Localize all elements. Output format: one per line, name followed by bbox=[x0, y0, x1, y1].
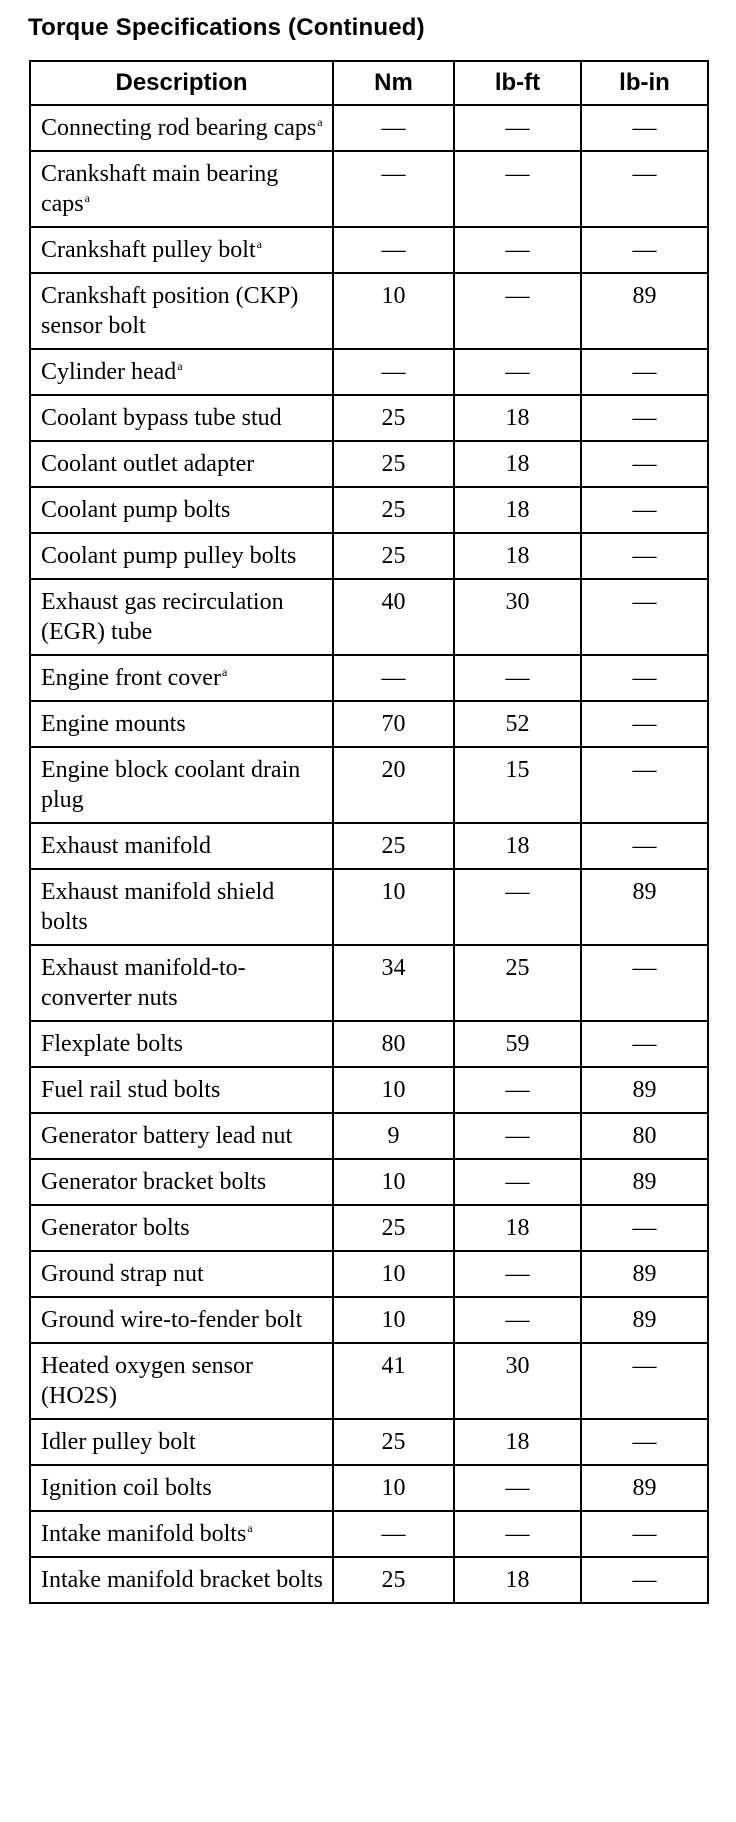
lbft-cell: — bbox=[454, 1297, 581, 1343]
header-row bbox=[30, 61, 708, 105]
nm-cell: 25 bbox=[333, 395, 454, 441]
description-cell bbox=[30, 395, 333, 441]
nm-cell: 10 bbox=[333, 1067, 454, 1113]
lbft-cell: 30 bbox=[454, 1343, 581, 1419]
lbin-cell: — bbox=[581, 1343, 708, 1419]
description-cell bbox=[30, 945, 333, 1021]
table-row bbox=[30, 151, 708, 227]
description-text: Idler pulley bolt bbox=[41, 1429, 196, 1455]
table-row bbox=[30, 349, 708, 395]
page-title: Torque Specifications (Continued) bbox=[28, 14, 425, 41]
description-text: Coolant bypass tube stud bbox=[41, 405, 282, 431]
lbft-cell: 30 bbox=[454, 579, 581, 655]
nm-cell: 80 bbox=[333, 1021, 454, 1067]
lbft-cell: 18 bbox=[454, 1557, 581, 1603]
description-text: Generator battery lead nut bbox=[41, 1123, 293, 1149]
nm-cell: 10 bbox=[333, 1159, 454, 1205]
description-cell bbox=[30, 1021, 333, 1067]
description-cell bbox=[30, 1113, 333, 1159]
footnote-marker: a bbox=[256, 237, 262, 251]
description-text: Generator bracket bolts bbox=[41, 1169, 267, 1195]
lbin-cell: — bbox=[581, 487, 708, 533]
lbin-cell: — bbox=[581, 1205, 708, 1251]
lbin-cell: 89 bbox=[581, 1067, 708, 1113]
lbft-cell: — bbox=[454, 1465, 581, 1511]
table-row bbox=[30, 533, 708, 579]
lbft-cell: 18 bbox=[454, 1205, 581, 1251]
lbft-cell: — bbox=[454, 1113, 581, 1159]
description-cell bbox=[30, 1251, 333, 1297]
description-text: Cylinder head bbox=[41, 359, 177, 385]
nm-cell: 10 bbox=[333, 1251, 454, 1297]
footnote-marker: a bbox=[221, 665, 228, 679]
description-text: Engine block coolant drain plug bbox=[41, 757, 301, 813]
table-row bbox=[30, 441, 708, 487]
lbin-cell: — bbox=[581, 1557, 708, 1603]
table-row bbox=[30, 1511, 708, 1557]
description-text: Fuel rail stud bolts bbox=[41, 1077, 221, 1103]
description-text: Engine mounts bbox=[41, 711, 186, 737]
description-text: Ground strap nut bbox=[41, 1261, 204, 1287]
column-header-lbft: lb-ft bbox=[454, 61, 581, 105]
lbft-cell: — bbox=[454, 1251, 581, 1297]
footnote-marker: a bbox=[317, 115, 323, 129]
torque-spec-table bbox=[29, 60, 709, 1604]
lbin-cell: 80 bbox=[581, 1113, 708, 1159]
nm-cell: 10 bbox=[333, 869, 454, 945]
description-text: Engine front cover bbox=[41, 665, 221, 691]
description-cell bbox=[30, 1465, 333, 1511]
description-cell bbox=[30, 579, 333, 655]
description-text: Coolant outlet adapter bbox=[41, 451, 255, 477]
table-row bbox=[30, 869, 708, 945]
lbin-cell: 89 bbox=[581, 1159, 708, 1205]
nm-cell: — bbox=[333, 105, 454, 151]
lbft-cell: — bbox=[454, 151, 581, 227]
nm-cell: 20 bbox=[333, 747, 454, 823]
description-cell bbox=[30, 1511, 333, 1557]
description-text: Crankshaft pulley bolt bbox=[41, 237, 256, 263]
lbft-cell: — bbox=[454, 349, 581, 395]
description-text: Crankshaft main bearing caps bbox=[41, 161, 279, 217]
description-text: Exhaust manifold shield bolts bbox=[41, 879, 275, 935]
lbin-cell: — bbox=[581, 227, 708, 273]
description-text: Flexplate bolts bbox=[41, 1031, 183, 1057]
lbft-cell: — bbox=[454, 869, 581, 945]
table-row bbox=[30, 1067, 708, 1113]
lbin-cell: — bbox=[581, 945, 708, 1021]
table-row bbox=[30, 487, 708, 533]
nm-cell: 25 bbox=[333, 823, 454, 869]
table-row bbox=[30, 747, 708, 823]
lbft-cell: — bbox=[454, 1067, 581, 1113]
table-row bbox=[30, 1251, 708, 1297]
footnote-marker: a bbox=[177, 359, 183, 373]
table-row bbox=[30, 945, 708, 1021]
description-cell bbox=[30, 1419, 333, 1465]
footnote-marker: a bbox=[247, 1521, 253, 1535]
nm-cell: 10 bbox=[333, 273, 454, 349]
lbft-cell: — bbox=[454, 1159, 581, 1205]
description-text: Coolant pump bolts bbox=[41, 497, 231, 523]
lbin-cell: — bbox=[581, 441, 708, 487]
lbin-cell: — bbox=[581, 151, 708, 227]
description-cell bbox=[30, 1297, 333, 1343]
nm-cell: 25 bbox=[333, 1419, 454, 1465]
description-cell bbox=[30, 441, 333, 487]
description-text: Crankshaft position (CKP) sensor bolt bbox=[41, 283, 299, 339]
nm-cell: 25 bbox=[333, 441, 454, 487]
nm-cell: 70 bbox=[333, 701, 454, 747]
table-row bbox=[30, 701, 708, 747]
lbft-cell: 18 bbox=[454, 441, 581, 487]
table-row bbox=[30, 1159, 708, 1205]
lbft-cell: — bbox=[454, 227, 581, 273]
table-row bbox=[30, 1021, 708, 1067]
description-text: Ignition coil bolts bbox=[41, 1475, 212, 1501]
lbft-cell: 18 bbox=[454, 823, 581, 869]
description-text: Generator bolts bbox=[41, 1215, 190, 1241]
description-cell bbox=[30, 701, 333, 747]
table-row bbox=[30, 655, 708, 701]
nm-cell: — bbox=[333, 227, 454, 273]
nm-cell: — bbox=[333, 655, 454, 701]
description-cell bbox=[30, 747, 333, 823]
description-text: Exhaust manifold bbox=[41, 833, 211, 859]
lbft-cell: — bbox=[454, 105, 581, 151]
description-cell bbox=[30, 869, 333, 945]
description-text: Exhaust gas recirculation (EGR) tube bbox=[41, 589, 284, 645]
description-text: Coolant pump pulley bolts bbox=[41, 543, 297, 569]
table-row bbox=[30, 1205, 708, 1251]
nm-cell: 25 bbox=[333, 487, 454, 533]
lbin-cell: — bbox=[581, 1511, 708, 1557]
table-row bbox=[30, 273, 708, 349]
description-text: Connecting rod bearing caps bbox=[41, 115, 317, 141]
lbft-cell: 52 bbox=[454, 701, 581, 747]
description-cell bbox=[30, 1205, 333, 1251]
nm-cell: 9 bbox=[333, 1113, 454, 1159]
lbin-cell: — bbox=[581, 105, 708, 151]
lbin-cell: — bbox=[581, 395, 708, 441]
description-text: Exhaust manifold-to-converter nuts bbox=[41, 955, 246, 1011]
lbin-cell: — bbox=[581, 747, 708, 823]
nm-cell: 25 bbox=[333, 533, 454, 579]
description-cell bbox=[30, 1557, 333, 1603]
table-row bbox=[30, 1297, 708, 1343]
lbin-cell: — bbox=[581, 823, 708, 869]
table-row bbox=[30, 1343, 708, 1419]
table-row bbox=[30, 227, 708, 273]
lbin-cell: 89 bbox=[581, 1297, 708, 1343]
nm-cell: 40 bbox=[333, 579, 454, 655]
lbin-cell: 89 bbox=[581, 1465, 708, 1511]
table-row bbox=[30, 823, 708, 869]
description-cell bbox=[30, 105, 333, 151]
lbft-cell: 59 bbox=[454, 1021, 581, 1067]
table-row bbox=[30, 395, 708, 441]
lbft-cell: — bbox=[454, 655, 581, 701]
lbft-cell: 18 bbox=[454, 395, 581, 441]
description-text: Intake manifold bracket bolts bbox=[41, 1567, 323, 1593]
table-row bbox=[30, 1419, 708, 1465]
table-row bbox=[30, 105, 708, 151]
nm-cell: — bbox=[333, 349, 454, 395]
lbft-cell: 18 bbox=[454, 1419, 581, 1465]
description-cell bbox=[30, 1067, 333, 1113]
table-row bbox=[30, 1465, 708, 1511]
description-cell bbox=[30, 1343, 333, 1419]
lbft-cell: — bbox=[454, 273, 581, 349]
lbft-cell: 18 bbox=[454, 533, 581, 579]
lbft-cell: — bbox=[454, 1511, 581, 1557]
lbin-cell: — bbox=[581, 349, 708, 395]
table-row bbox=[30, 1113, 708, 1159]
nm-cell: 25 bbox=[333, 1557, 454, 1603]
description-text: Intake manifold bolts bbox=[41, 1521, 247, 1547]
footnote-marker: a bbox=[84, 191, 90, 205]
description-cell bbox=[30, 227, 333, 273]
nm-cell: 10 bbox=[333, 1297, 454, 1343]
description-cell bbox=[30, 273, 333, 349]
description-cell bbox=[30, 533, 333, 579]
lbft-cell: 15 bbox=[454, 747, 581, 823]
lbin-cell: — bbox=[581, 655, 708, 701]
description-text: Heated oxygen sensor (HO2S) bbox=[41, 1353, 253, 1409]
description-cell bbox=[30, 151, 333, 227]
description-cell bbox=[30, 487, 333, 533]
lbin-cell: — bbox=[581, 533, 708, 579]
lbin-cell: — bbox=[581, 1021, 708, 1067]
lbin-cell: — bbox=[581, 579, 708, 655]
nm-cell: — bbox=[333, 1511, 454, 1557]
lbin-cell: 89 bbox=[581, 273, 708, 349]
nm-cell: 34 bbox=[333, 945, 454, 1021]
description-text: Ground wire-to-fender bolt bbox=[41, 1307, 303, 1333]
description-cell bbox=[30, 349, 333, 395]
description-cell bbox=[30, 655, 333, 701]
table-row bbox=[30, 1557, 708, 1603]
lbin-cell: — bbox=[581, 1419, 708, 1465]
column-header-lbin: lb-in bbox=[581, 61, 708, 105]
nm-cell: 25 bbox=[333, 1205, 454, 1251]
lbft-cell: 25 bbox=[454, 945, 581, 1021]
column-header-description: Description bbox=[30, 61, 333, 105]
lbft-cell: 18 bbox=[454, 487, 581, 533]
description-cell bbox=[30, 823, 333, 869]
description-cell bbox=[30, 1159, 333, 1205]
table-row bbox=[30, 579, 708, 655]
lbin-cell: 89 bbox=[581, 869, 708, 945]
column-header-nm: Nm bbox=[333, 61, 454, 105]
nm-cell: — bbox=[333, 151, 454, 227]
nm-cell: 41 bbox=[333, 1343, 454, 1419]
lbin-cell: 89 bbox=[581, 1251, 708, 1297]
lbin-cell: — bbox=[581, 701, 708, 747]
table-body bbox=[30, 105, 708, 1603]
nm-cell: 10 bbox=[333, 1465, 454, 1511]
